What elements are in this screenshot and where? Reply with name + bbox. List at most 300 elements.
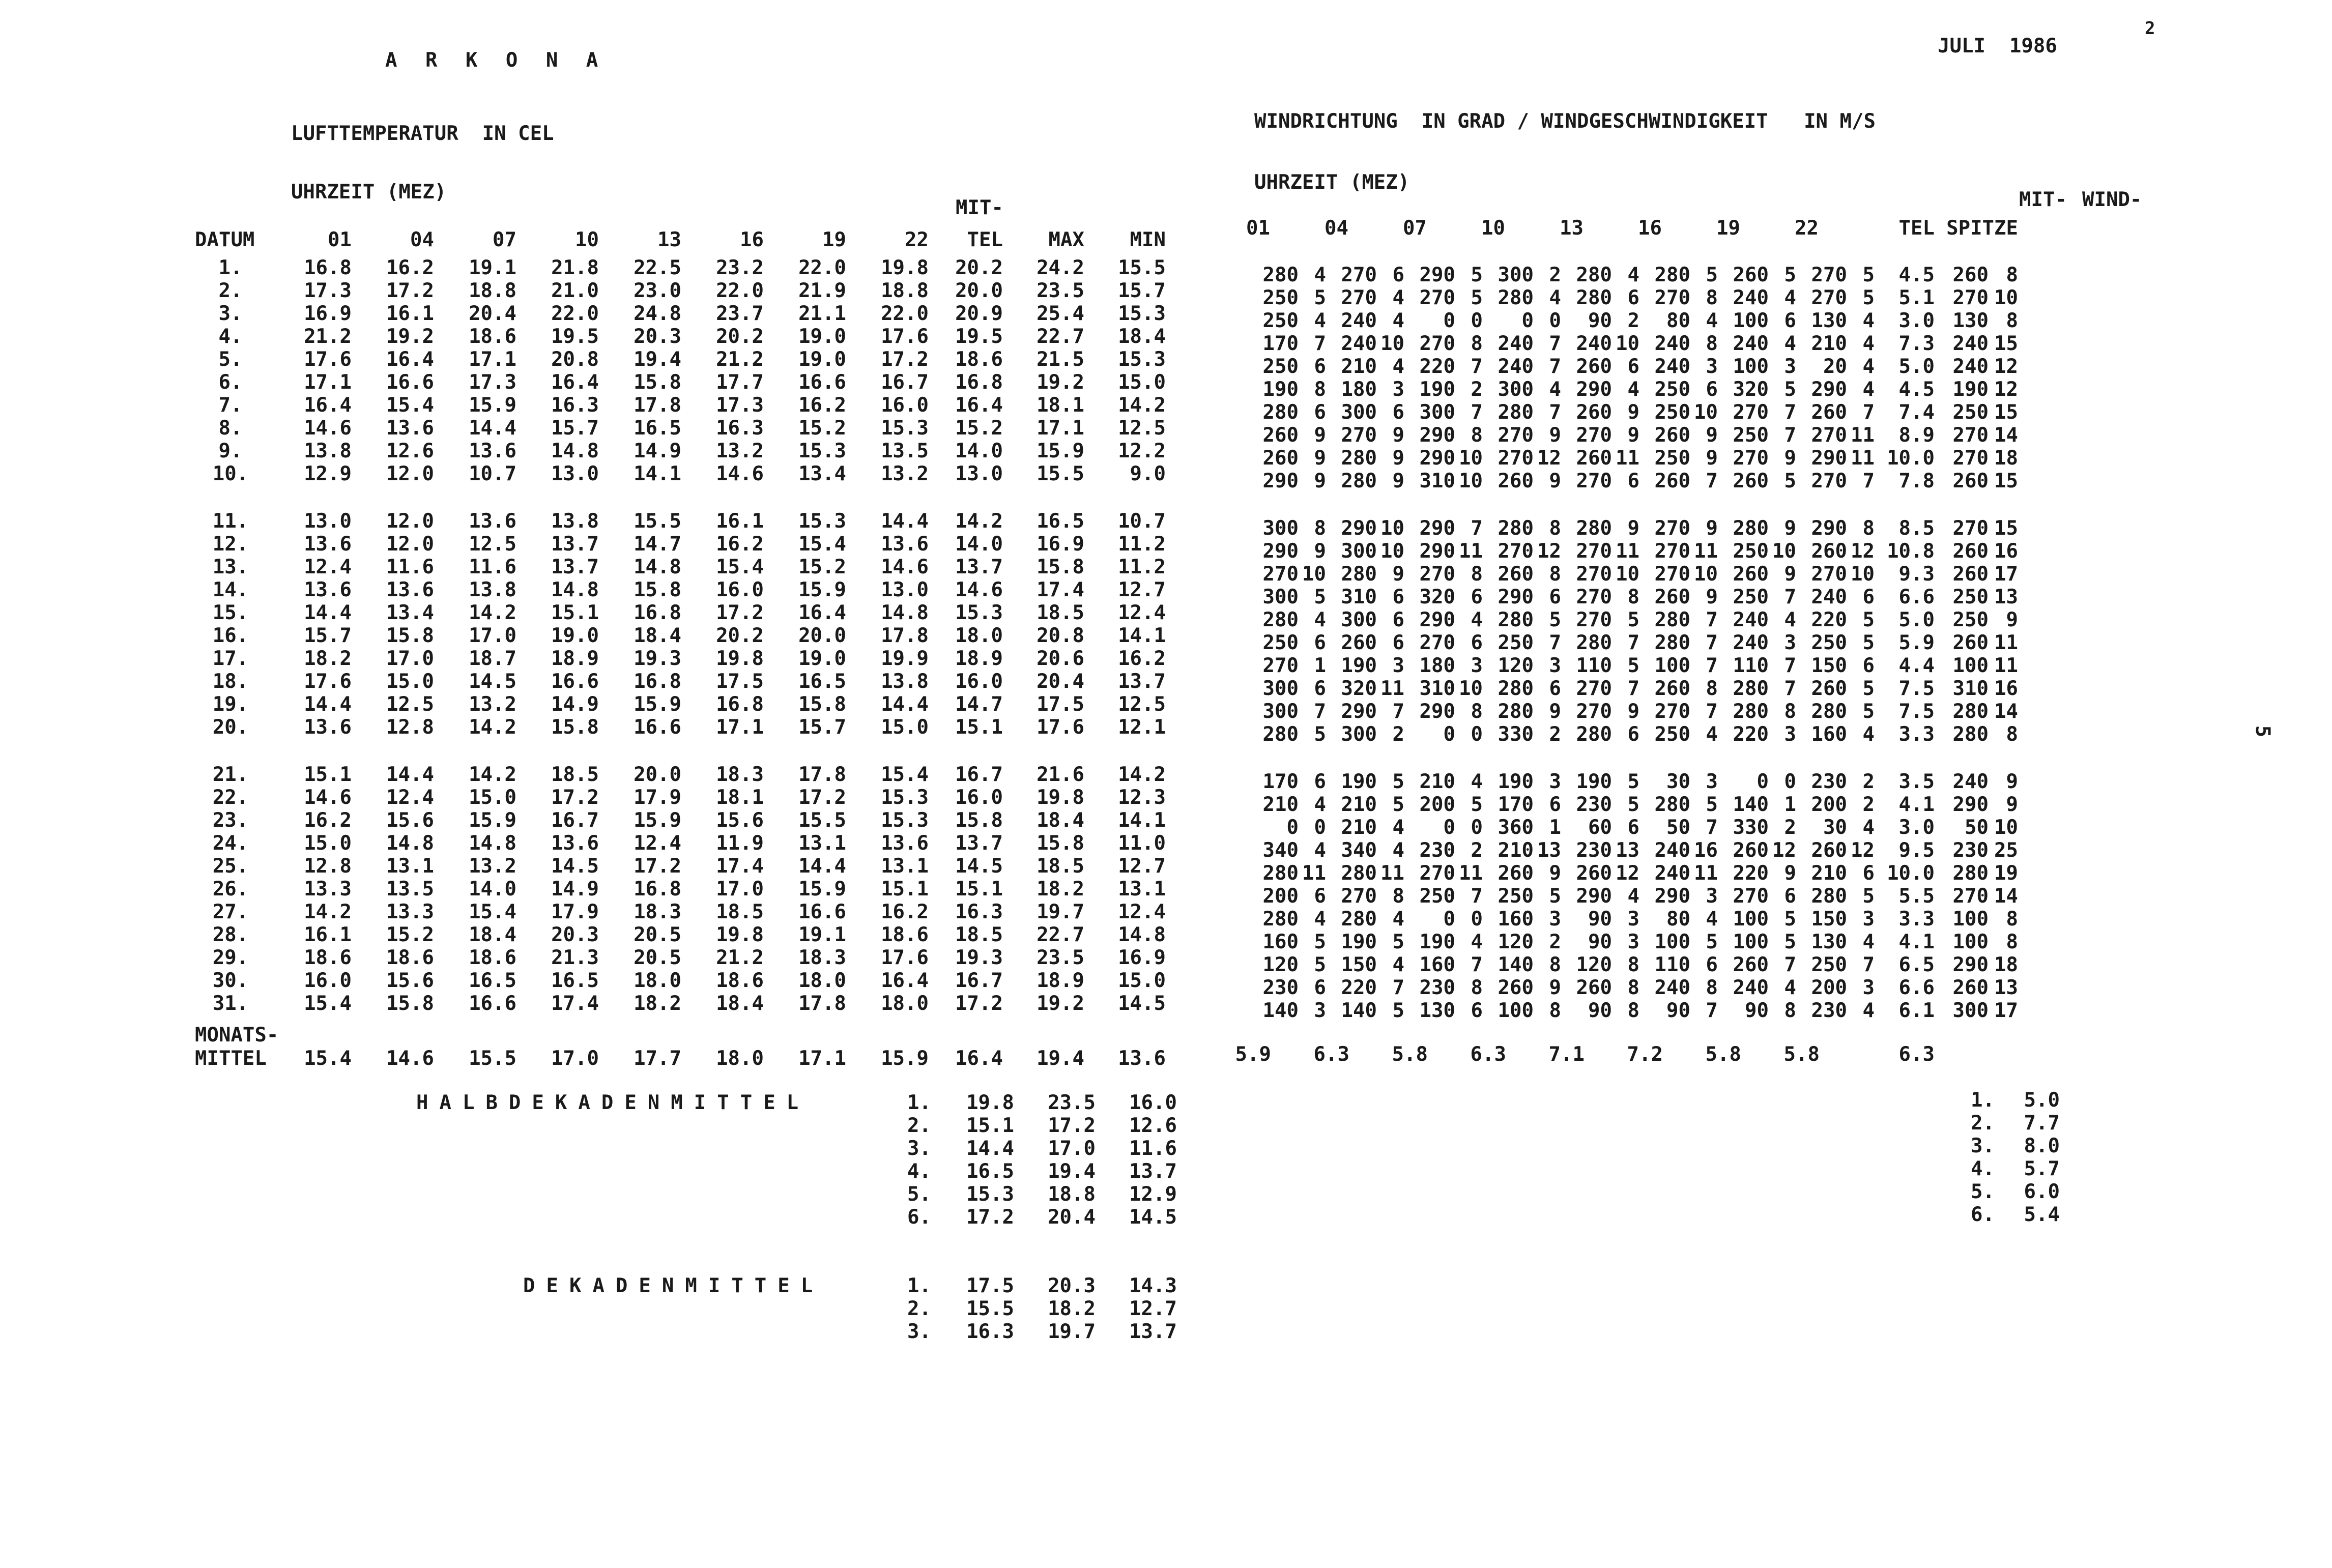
wind-direction: 300 (1262, 677, 1299, 700)
wind-speed: 9 (1392, 470, 1404, 492)
temperature-value: 15.8 (1037, 556, 1084, 578)
temperature-value: 16.6 (551, 670, 599, 693)
wind-speed: 7 (1549, 401, 1561, 424)
temperature-value: 18.9 (955, 647, 1003, 670)
temperature-value: 15.5 (634, 510, 681, 533)
wind-speed: 9 (1392, 563, 1404, 586)
wind-direction: 210 (1262, 793, 1299, 816)
wind-direction: 140 (1341, 999, 1377, 1022)
wind-gust-speed: 14 (1994, 700, 2018, 723)
dekaden-index: 3. (907, 1320, 931, 1343)
day-label: 7. (218, 394, 243, 417)
wind-speed: 3 (1706, 770, 1718, 793)
temperature-value: 13.1 (881, 855, 929, 878)
temperature-value: 18.0 (798, 969, 846, 992)
wind-speed: 9 (1549, 976, 1561, 999)
wind-direction: 270 (1733, 401, 1769, 424)
wind-speed: 3 (1862, 976, 1875, 999)
wind-gust-direction: 250 (1952, 608, 1989, 631)
temperature-value: 14.2 (469, 601, 516, 624)
wind-gust-speed: 14 (1994, 424, 2018, 447)
day-label: 21. (212, 763, 249, 786)
temperature-value: 16.2 (716, 533, 764, 556)
wind-header-01: 01 (1246, 217, 1270, 240)
temperature-row (195, 440, 1166, 462)
wind-speed: 5 (1706, 931, 1718, 953)
temperature-value: 12.7 (1118, 855, 1166, 878)
wind-direction: 250 (1419, 885, 1455, 908)
wind-speed: 8 (1549, 999, 1561, 1022)
wind-direction: 280 (1576, 517, 1612, 540)
temperature-value: 18.2 (634, 992, 681, 1015)
decade-spacer (1248, 746, 2018, 770)
wind-daily-mean: 5.1 (1898, 286, 1935, 309)
wind-speed: 8 (1784, 700, 1796, 723)
temperature-value: 19.5 (955, 325, 1003, 348)
wind-speed: 7 (1706, 608, 1718, 631)
wind-row (1248, 770, 2018, 793)
temperature-value: 20.3 (634, 325, 681, 348)
wind-row (1248, 540, 2018, 563)
temperature-value: 19.2 (386, 325, 434, 348)
wind-row (1248, 332, 2018, 355)
temperature-value: 19.4 (634, 348, 681, 371)
temperature-row (195, 533, 1166, 556)
wind-speed: 3 (1706, 355, 1718, 378)
wind-speed: 9 (1314, 470, 1326, 492)
wind-direction: 30 (1666, 770, 1690, 793)
wind-direction: 210 (1498, 839, 1534, 862)
wind-direction: 290 (1262, 470, 1299, 492)
wind-speed: 8 (1706, 976, 1718, 999)
wind-speed: 8 (1471, 424, 1483, 447)
wind-direction: 270 (1811, 424, 1847, 447)
wind-speed: 11 (1380, 677, 1404, 700)
wind-speed: 4 (1862, 999, 1875, 1022)
wind-direction: 260 (1654, 424, 1690, 447)
wind-direction: 260 (1733, 953, 1769, 976)
temperature-value: 13.8 (304, 440, 352, 462)
wind-speed: 6 (1471, 999, 1483, 1022)
wind-direction: 290 (1419, 540, 1455, 563)
temperature-value: 17.4 (716, 855, 764, 878)
temperature-value: 15.0 (1118, 371, 1166, 394)
wind-direction: 230 (1576, 793, 1612, 816)
wind-speed: 8 (1627, 953, 1639, 976)
wind-direction: 280 (1498, 608, 1534, 631)
temperature-monatsmittel-value: 17.7 (634, 1047, 681, 1070)
wind-speed: 5 (1862, 286, 1875, 309)
wind-direction: 80 (1666, 908, 1690, 931)
temperature-value: 16.0 (881, 394, 929, 417)
wind-speed: 7 (1549, 631, 1561, 654)
temperature-value: 13.7 (955, 832, 1003, 855)
wind-direction: 290 (1576, 378, 1612, 401)
wind-direction: 280 (1262, 908, 1299, 931)
wind-gust-direction: 240 (1952, 355, 1989, 378)
wind-direction: 220 (1811, 608, 1847, 631)
wind-direction: 260 (1811, 839, 1847, 862)
temperature-value: 14.5 (551, 855, 599, 878)
halbdekaden-value: 15.1 (966, 1114, 1014, 1137)
wind-gust-direction: 290 (1952, 953, 1989, 976)
wind-row (1248, 723, 2018, 746)
wind-direction: 290 (1498, 586, 1534, 608)
wind-table (1248, 264, 2018, 1022)
wind-direction: 290 (1576, 885, 1612, 908)
halbdekaden-value: 17.0 (1048, 1137, 1096, 1160)
wind-speed: 9 (1784, 517, 1796, 540)
wind-direction: 230 (1576, 839, 1612, 862)
temperature-value: 15.7 (1118, 279, 1166, 302)
wind-speed: 5 (1471, 286, 1483, 309)
wind-direction: 200 (1419, 793, 1455, 816)
halbdekaden-value: 19.8 (966, 1091, 1014, 1114)
wind-speed: 0 (1471, 816, 1483, 839)
wind-direction: 220 (1341, 976, 1377, 999)
day-label: 22. (212, 786, 249, 809)
temperature-value: 16.8 (304, 256, 352, 279)
temperature-value: 16.8 (634, 670, 681, 693)
temperature-row (195, 855, 1166, 878)
wind-direction: 280 (1341, 447, 1377, 470)
temperature-value: 15.5 (1118, 256, 1166, 279)
temperature-value: 18.6 (304, 946, 352, 969)
wind-speed: 8 (1627, 586, 1639, 608)
wind-direction: 270 (1576, 608, 1612, 631)
temperature-value: 15.7 (551, 417, 599, 440)
wind-direction: 160 (1498, 908, 1534, 931)
wind-speed: 4 (1862, 931, 1875, 953)
temperature-value: 14.0 (469, 878, 516, 901)
wind-speed: 5 (1314, 931, 1326, 953)
temperature-value: 21.2 (716, 946, 764, 969)
wind-uhrzeit-label: UHRZEIT (MEZ) (1254, 171, 1410, 194)
wind-speed: 7 (1471, 953, 1483, 976)
temperature-value: 16.9 (1037, 533, 1084, 556)
wind-speed: 4 (1392, 309, 1404, 332)
wind-speed: 11 (1694, 862, 1718, 885)
temperature-value: 18.5 (1037, 855, 1084, 878)
halbdekaden-value: 13.7 (1129, 1160, 1177, 1183)
temperature-value: 18.6 (469, 325, 516, 348)
wind-speed: 3 (1549, 908, 1561, 931)
temperature-value: 15.0 (881, 716, 929, 739)
wind-speed: 6 (1784, 309, 1796, 332)
wind-direction: 240 (1654, 332, 1690, 355)
halbdekaden-value: 17.2 (1048, 1114, 1096, 1137)
temperature-value: 18.3 (634, 901, 681, 923)
wind-halbdekaden-index: 1. (1971, 1089, 1995, 1112)
wind-direction: 120 (1498, 654, 1534, 677)
temperature-value: 20.2 (716, 624, 764, 647)
temperature-row (195, 462, 1166, 485)
wind-direction: 240 (1341, 309, 1377, 332)
day-label: 12. (212, 533, 249, 556)
wind-speed: 7 (1784, 953, 1796, 976)
wind-gust-speed: 15 (1994, 517, 2018, 540)
wind-speed: 4 (1392, 355, 1404, 378)
wind-direction: 270 (1733, 447, 1769, 470)
temperature-value: 15.2 (386, 923, 434, 946)
wind-speed: 7 (1627, 631, 1639, 654)
month-year: JULI 1986 (1938, 35, 2057, 57)
wind-row (1248, 793, 2018, 816)
temperature-header-10: 10 (575, 228, 599, 251)
wind-speed: 10 (1694, 401, 1718, 424)
temperature-value: 16.8 (634, 878, 681, 901)
wind-speed: 5 (1706, 793, 1718, 816)
wind-daily-mean: 7.5 (1898, 700, 1935, 723)
temperature-value: 12.7 (1118, 578, 1166, 601)
wind-daily-mean: 6.6 (1898, 976, 1935, 999)
temperature-value: 11.6 (469, 556, 516, 578)
wind-speed: 5 (1784, 378, 1796, 401)
temperature-value: 19.8 (716, 647, 764, 670)
halbdekaden-value: 19.4 (1048, 1160, 1096, 1183)
wind-speed: 6 (1549, 586, 1561, 608)
temperature-value: 21.2 (304, 325, 352, 348)
wind-speed: 6 (1627, 286, 1639, 309)
dekaden-value: 20.3 (1048, 1274, 1096, 1297)
temperature-value: 14.2 (1118, 763, 1166, 786)
temperature-value: 19.3 (634, 647, 681, 670)
temperature-value: 22.0 (798, 256, 846, 279)
wind-gust-speed: 9 (2006, 770, 2018, 793)
temperature-row (195, 763, 1166, 786)
wind-gust-direction: 280 (1952, 700, 1989, 723)
wind-speed: 2 (1784, 816, 1796, 839)
wind-direction: 280 (1576, 631, 1612, 654)
wind-gust-direction: 260 (1952, 264, 1989, 286)
temperature-row (195, 923, 1166, 946)
wind-daily-mean: 10.0 (1887, 447, 1935, 470)
temperature-value: 16.1 (304, 923, 352, 946)
temperature-value: 17.3 (469, 371, 516, 394)
halbdekaden-index: 6. (907, 1206, 931, 1229)
temperature-value: 24.8 (634, 302, 681, 325)
wind-direction: 150 (1811, 654, 1847, 677)
temperature-value: 11.2 (1118, 556, 1166, 578)
wind-speed: 4 (1471, 608, 1483, 631)
wind-speed: 12 (1772, 839, 1796, 862)
temperature-value: 21.1 (798, 302, 846, 325)
temperature-value: 14.8 (469, 832, 516, 855)
temperature-value: 15.3 (798, 510, 846, 533)
temperature-header-max: MAX (1048, 228, 1084, 251)
wind-direction: 310 (1419, 677, 1455, 700)
temperature-value: 19.8 (881, 256, 929, 279)
wind-speed: 6 (1862, 654, 1875, 677)
temperature-value: 16.5 (551, 969, 599, 992)
wind-direction: 190 (1341, 654, 1377, 677)
temperature-value: 21.6 (1037, 763, 1084, 786)
temperature-value: 12.2 (1118, 440, 1166, 462)
wind-speed: 10 (1616, 563, 1639, 586)
temperature-value: 15.2 (798, 556, 846, 578)
wind-direction: 220 (1733, 862, 1769, 885)
wind-direction: 240 (1733, 332, 1769, 355)
wind-direction: 320 (1733, 378, 1769, 401)
day-label: 24. (212, 832, 249, 855)
wind-direction: 210 (1419, 770, 1455, 793)
temperature-value: 17.5 (716, 670, 764, 693)
wind-speed: 5 (1314, 586, 1326, 608)
temperature-value: 17.2 (634, 855, 681, 878)
wind-direction: 270 (1498, 424, 1534, 447)
halbdekaden-index: 1. (907, 1091, 931, 1114)
temperature-value: 16.7 (881, 371, 929, 394)
wind-speed: 0 (1314, 816, 1326, 839)
wind-speed: 6 (1392, 608, 1404, 631)
temperature-value: 13.6 (469, 440, 516, 462)
temperature-value: 13.2 (469, 855, 516, 878)
temperature-value: 20.5 (634, 923, 681, 946)
temperature-row (195, 901, 1166, 923)
day-label: 29. (212, 946, 249, 969)
wind-speed: 10 (1380, 540, 1404, 563)
wind-speed: 7 (1471, 401, 1483, 424)
temperature-value: 12.5 (469, 533, 516, 556)
wind-row (1248, 517, 2018, 540)
wind-row (1248, 286, 2018, 309)
wind-daily-mean: 3.3 (1898, 908, 1935, 931)
wind-speed: 8 (1706, 332, 1718, 355)
wind-direction: 250 (1498, 885, 1534, 908)
wind-direction: 260 (1811, 677, 1847, 700)
wind-daily-mean: 4.1 (1898, 793, 1935, 816)
day-label: 15. (212, 601, 249, 624)
wind-speed: 3 (1549, 654, 1561, 677)
temperature-value: 17.2 (386, 279, 434, 302)
temperature-header-01: 01 (328, 228, 352, 251)
wind-direction: 280 (1498, 700, 1534, 723)
wind-halbdekaden-value: 8.0 (2024, 1135, 2060, 1157)
temperature-row (195, 809, 1166, 832)
temperature-value: 15.0 (469, 786, 516, 809)
wind-gust-speed: 8 (2006, 931, 2018, 953)
wind-header-10: 10 (1481, 217, 1505, 240)
wind-gust-direction: 260 (1952, 563, 1989, 586)
halbdekaden-value: 15.3 (966, 1183, 1014, 1206)
halbdekaden-value: 17.2 (966, 1206, 1014, 1229)
temperature-value: 12.9 (304, 462, 352, 485)
wind-direction: 260 (1498, 470, 1534, 492)
wind-direction: 300 (1341, 608, 1377, 631)
wind-direction: 100 (1733, 931, 1769, 953)
temperature-value: 17.8 (798, 763, 846, 786)
temperature-value: 17.5 (1037, 693, 1084, 716)
temperature-value: 19.1 (469, 256, 516, 279)
temperature-row (195, 417, 1166, 440)
wind-speed: 4 (1314, 908, 1326, 931)
temperature-row (195, 992, 1166, 1015)
wind-speed: 7 (1784, 654, 1796, 677)
temperature-monatsmittel-value: 16.4 (955, 1047, 1003, 1070)
wind-speed: 6 (1314, 401, 1326, 424)
temperature-value: 17.8 (798, 992, 846, 1015)
wind-direction: 280 (1262, 723, 1299, 746)
temperature-value: 12.4 (1118, 901, 1166, 923)
temperature-value: 13.7 (551, 556, 599, 578)
wind-daily-mean: 7.8 (1898, 470, 1935, 492)
temperature-header-datum: DATUM (195, 228, 255, 251)
temperature-value: 15.3 (955, 601, 1003, 624)
wind-direction: 290 (1419, 264, 1455, 286)
day-label: 14. (212, 578, 249, 601)
wind-speed: 5 (1784, 931, 1796, 953)
wind-direction: 50 (1666, 816, 1690, 839)
temperature-value: 14.6 (304, 786, 352, 809)
wind-speed: 6 (1392, 401, 1404, 424)
wind-direction: 160 (1419, 953, 1455, 976)
temperature-value: 17.2 (881, 348, 929, 371)
temperature-value: 18.6 (469, 946, 516, 969)
temperature-value: 15.6 (716, 809, 764, 832)
temperature-value: 20.2 (716, 325, 764, 348)
temperature-row (195, 601, 1166, 624)
wind-speed: 6 (1627, 355, 1639, 378)
temperature-value: 18.5 (955, 923, 1003, 946)
temperature-value: 14.8 (551, 440, 599, 462)
temperature-value: 19.0 (798, 348, 846, 371)
temperature-value: 19.2 (1037, 371, 1084, 394)
wind-direction: 280 (1341, 862, 1377, 885)
temperature-value: 18.8 (469, 279, 516, 302)
wind-speed: 4 (1471, 931, 1483, 953)
temperature-row (195, 624, 1166, 647)
wind-direction: 260 (1811, 540, 1847, 563)
temperature-value: 15.9 (798, 578, 846, 601)
wind-speed: 8 (1471, 976, 1483, 999)
temperature-value: 16.7 (955, 763, 1003, 786)
wind-direction: 290 (1419, 447, 1455, 470)
wind-speed: 5 (1549, 608, 1561, 631)
temperature-value: 12.5 (1118, 693, 1166, 716)
temperature-value: 14.2 (469, 716, 516, 739)
wind-direction: 170 (1498, 793, 1534, 816)
wind-direction: 270 (1654, 700, 1690, 723)
wind-direction: 260 (1733, 839, 1769, 862)
wind-speed: 4 (1314, 264, 1326, 286)
wind-speed: 8 (1706, 286, 1718, 309)
wind-daily-mean: 3.0 (1898, 309, 1935, 332)
wind-monatsmittel-value: 6.3 (1898, 1043, 1935, 1066)
temperature-value: 17.6 (304, 670, 352, 693)
temperature-value: 12.4 (1118, 601, 1166, 624)
station-name: A R K O N A (385, 49, 607, 72)
wind-speed: 7 (1392, 700, 1404, 723)
temperature-value: 17.6 (304, 348, 352, 371)
wind-daily-mean: 10.8 (1887, 540, 1935, 563)
wind-direction: 290 (1419, 517, 1455, 540)
wind-daily-mean: 3.5 (1898, 770, 1935, 793)
wind-direction: 240 (1811, 586, 1847, 608)
wind-direction: 100 (1654, 654, 1690, 677)
temperature-value: 13.4 (798, 462, 846, 485)
wind-direction: 150 (1811, 908, 1847, 931)
wind-speed: 4 (1862, 378, 1875, 401)
temperature-value: 12.4 (386, 786, 434, 809)
wind-header-13: 13 (1560, 217, 1584, 240)
wind-header-19: 19 (1716, 217, 1740, 240)
temperature-value: 10.7 (1118, 510, 1166, 533)
wind-daily-mean: 8.5 (1898, 517, 1935, 540)
wind-speed: 6 (1549, 677, 1561, 700)
temperature-value: 15.7 (304, 624, 352, 647)
wind-speed: 8 (1471, 332, 1483, 355)
temperature-value: 18.4 (1037, 809, 1084, 832)
